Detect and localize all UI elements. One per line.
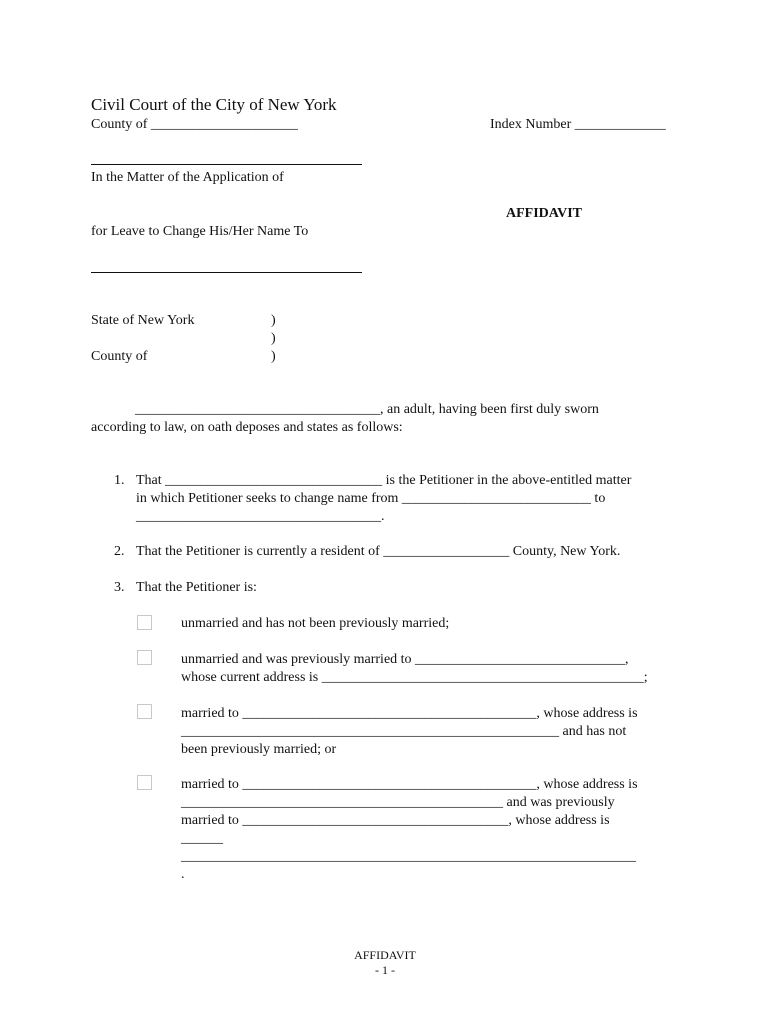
leave-line: for Leave to Change His/Her Name To — [91, 224, 309, 239]
option-line: ______________________________________________ and was previously — [181, 795, 615, 810]
item-3-text — [136, 579, 257, 597]
option-line: been previously married; or — [181, 742, 337, 757]
checkbox-unmarried-previously[interactable] — [137, 650, 152, 665]
matter-line: In the Matter of the Application of — [91, 170, 284, 185]
caption-rule-top — [91, 164, 362, 165]
checkbox-married-never-previously[interactable] — [137, 704, 152, 719]
option-line: . — [181, 867, 185, 882]
venue-paren: ) — [271, 313, 276, 328]
venue-county: County of — [91, 349, 148, 364]
county-line: County of _____________________ — [91, 117, 298, 132]
item-number: 3. — [114, 580, 125, 595]
doc-title: AFFIDAVIT — [506, 206, 582, 221]
option-line: married to __________________________________________, whose address is — [181, 777, 638, 792]
checkbox-unmarried-never[interactable] — [137, 615, 152, 630]
item-2-text — [136, 543, 620, 561]
option-line: married to __________________________________________, whose address is — [181, 706, 638, 721]
item-number: 2. — [114, 544, 125, 559]
option-line: ______________________________________________________ and has not — [181, 724, 627, 739]
option-line: married to ______________________________________, whose address is — [181, 813, 610, 828]
item-line: That the Petitioner is currently a resident of __________________ County, New York. — [136, 544, 621, 559]
item-line: That _______________________________ is the Petitioner in the above-entitled matter — [136, 473, 632, 488]
venue-paren: ) — [271, 349, 276, 364]
option-married-never-previously — [181, 705, 638, 759]
court-title: Civil Court of the City of New York — [91, 95, 337, 114]
venue-state: State of New York — [91, 313, 195, 328]
venue-paren: ) — [271, 331, 276, 346]
option-unmarried-never — [181, 615, 449, 633]
option-line: whose current address is ______________________________________________; — [181, 670, 648, 685]
checkbox-married-previously[interactable] — [137, 775, 152, 790]
intro-line-2: according to law, on oath deposes and states as follows: — [91, 420, 403, 435]
option-line: unmarried and was previously married to ______________________________, — [181, 652, 629, 667]
index-number: Index Number _____________ — [490, 117, 666, 132]
page-number: - 1 - — [375, 963, 395, 977]
intro-line-1: ___________________________________, an adult, having been first duly sworn — [135, 402, 599, 417]
option-line: _________________________________________________________________ — [181, 849, 636, 864]
item-line: That the Petitioner is: — [136, 580, 257, 595]
option-line: ______ — [181, 831, 223, 846]
item-line: ___________________________________. — [136, 509, 385, 524]
item-line: in which Petitioner seeks to change name from ___________________________ to — [136, 491, 606, 506]
option-married-previously — [181, 776, 638, 884]
item-1-text — [136, 472, 631, 526]
caption-rule-bottom — [91, 272, 362, 273]
item-number: 1. — [114, 473, 125, 488]
footer-label: AFFIDAVIT — [354, 948, 416, 962]
option-line: unmarried and has not been previously married; — [181, 616, 450, 631]
option-unmarried-previously — [181, 651, 648, 687]
